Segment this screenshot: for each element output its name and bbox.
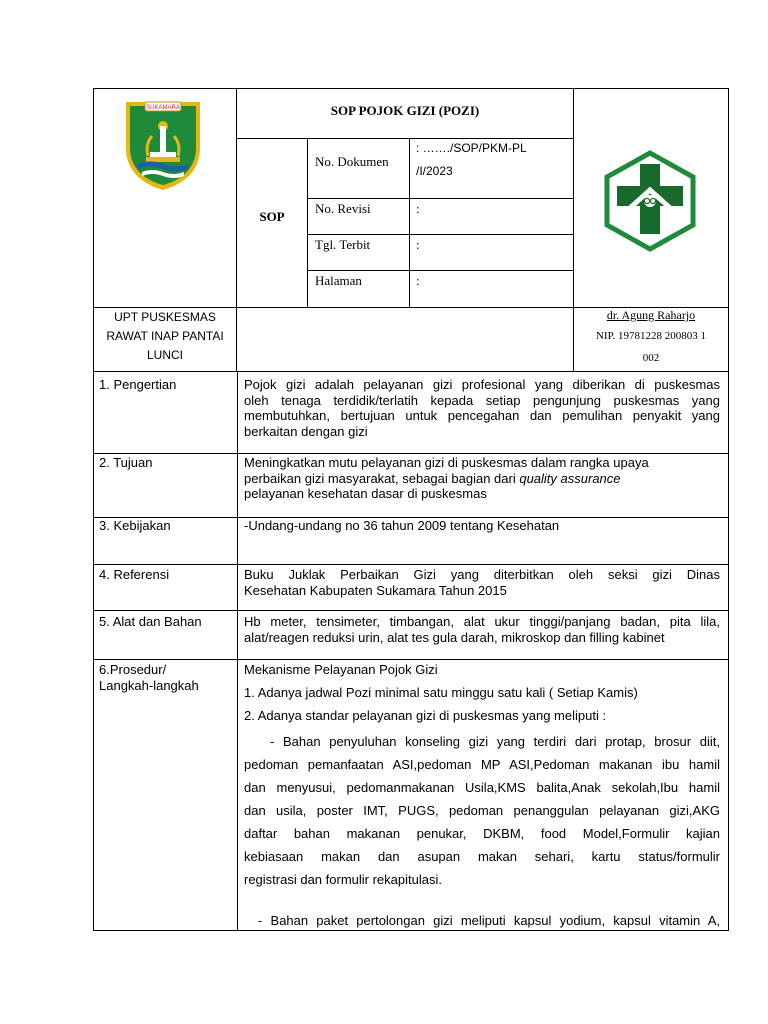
section-content-referensi: Buku Juklak Perbaikan Gizi yang diterbitkan oleh seksi gizi Dinas Kesehatan Kabupaten Sukamara Tahun 2015 xyxy=(244,567,720,598)
signatory-name: dr. Agung Raharjo xyxy=(606,308,696,322)
regency-emblem xyxy=(122,96,204,192)
section-label-tujuan: 2. Tujuan xyxy=(99,455,153,470)
signatory-nip: NIP. 19781228 200803 1 002 xyxy=(595,330,706,364)
prosedur-step: 2. Adanya standar pelayanan gizi di puskesmas yang meliputi : xyxy=(244,708,607,723)
section-content-tujuan: Meningkatkan mutu pelayanan gizi di puskesmas dalam rangka upaya perbaikan gizi masyarakat, sebagai bagian dari quality assurance pelayanan kesehatan dasar di puskesmas xyxy=(244,455,649,501)
field-tgl-terbit-value: : xyxy=(416,237,420,252)
field-halaman-value: : xyxy=(416,273,420,288)
prosedur-paket-line: - Bahan paket pertolongan gizi meliputi kapsul yodium, kapsul vitamin A, xyxy=(258,913,720,928)
document-title: SOP POJOK GIZI (POZI) xyxy=(330,103,480,118)
section-content-kebijakan: -Undang-undang no 36 tahun 2009 tentang Kesehatan xyxy=(244,518,560,533)
signatory xyxy=(574,307,728,369)
field-halaman-label: Halaman xyxy=(315,273,362,288)
section-content-prosedur xyxy=(244,662,720,928)
svg-text:SUKAMARA: SUKAMARA xyxy=(146,105,180,111)
section-content-alat: Hb meter, tensimeter, timbangan, alat ukur tinggi/panjang badan, pita lila, alat/reagen reduksi urin, alat tes gula darah, mikroskop dan filling kabinet xyxy=(244,614,720,645)
prosedur-bahan-list: - Bahan penyuluhan konseling gizi yang terdiri dari protap, brosur diit, pedoman pemanfaatan ASI,pedoman MP ASI,Pedoman makanan ibu hamil dan menyusui, pedomanmakanan Usila,KMS balita,Anak sekolah,Ibu hamil dan usila, poster IMT, PUGS, pedoman penanggulan pelayanan gizi,AKG daftar bahan makanan penukar, DKBM, food Model,Formulir kajian kebiasaan makan dan asupan makan sehari, kartu status/formulir registrasi dan formulir rekapitulasi. xyxy=(244,734,720,887)
puskesmas-logo xyxy=(603,150,697,252)
section-label-prosedur: 6.Prosedur/ Langkah-langkah xyxy=(99,662,199,693)
field-tgl-terbit-label: Tgl. Terbit xyxy=(315,237,371,252)
prosedur-step: 1. Adanya jadwal Pozi minimal satu minggu satu kali ( Setiap Kamis) xyxy=(244,685,638,700)
section-label-pengertian: 1. Pengertian xyxy=(99,377,177,392)
prosedur-heading: Mekanisme Pelayanan Pojok Gizi xyxy=(244,662,438,677)
sop-label: SOP xyxy=(259,209,285,224)
section-label-kebijakan: 3. Kebijakan xyxy=(99,518,171,533)
section-label-referensi: 4. Referensi xyxy=(99,567,170,582)
field-no-dokumen-label: No. Dokumen xyxy=(315,154,389,169)
field-no-revisi-label: No. Revisi xyxy=(315,201,371,216)
section-content-pengertian: Pojok gizi adalah pelayanan gizi profesional yang diberikan di puskesmas oleh tenaga terdidik/terlatih kepada setiap pengunjung puskesmas yang membutuhkan, bertujuan untuk pencegahan dan pemulihan penyakit yang berkaitan dengan gizi xyxy=(244,377,720,439)
field-no-dokumen-value: : ……./SOP/PKM-PL /I/2023 xyxy=(416,141,527,178)
field-no-revisi-value: : xyxy=(416,201,420,216)
organization-name: UPT PUSKESMAS RAWAT INAP PANTAI LUNCI xyxy=(106,310,224,362)
section-label-alat: 5. Alat dan Bahan xyxy=(99,614,202,629)
